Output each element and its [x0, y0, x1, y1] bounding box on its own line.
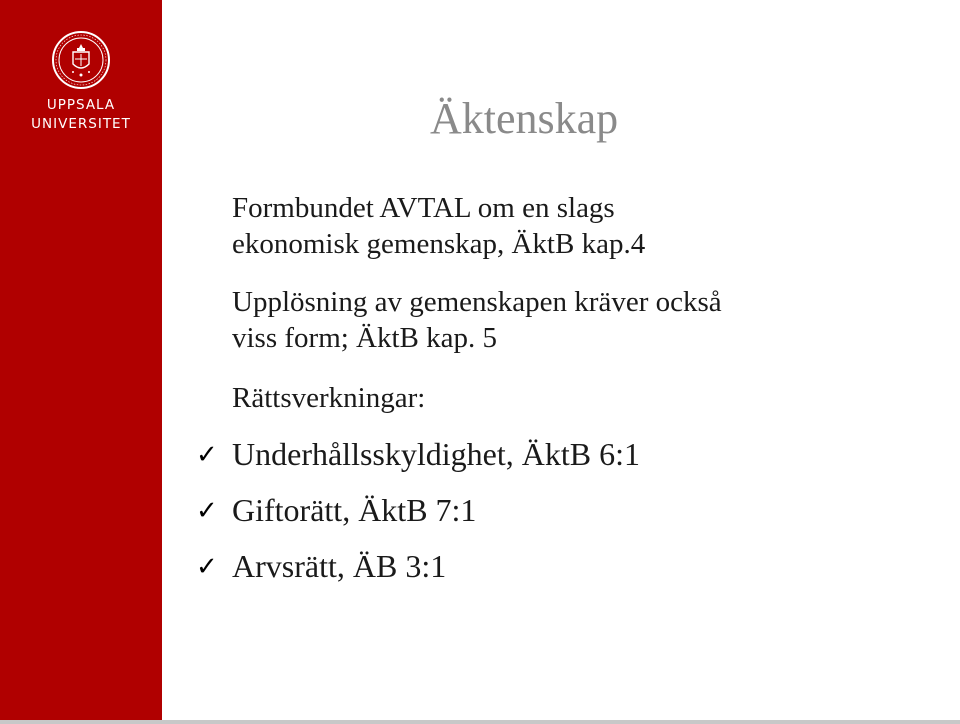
paragraph-3-line1: Rättsverkningar:: [232, 382, 426, 414]
paragraph-1-line2: ekonomisk gemenskap, ÄktB kap.4: [232, 228, 646, 260]
checklist-item: [196, 434, 640, 475]
paragraph-3: [232, 380, 425, 416]
paragraph-1-line1: Formbundet AVTAL om en slags: [232, 192, 615, 224]
checkmark-icon: ✓: [196, 496, 218, 526]
checklist-item: [196, 490, 476, 531]
checklist-item-text: Arvsrätt, ÄB 3:1: [232, 548, 447, 584]
paragraph-2-line2: viss form; ÄktB kap. 5: [232, 322, 498, 354]
bottom-divider: [0, 720, 960, 724]
paragraph-2-line1: Upplösning av gemenskapen kräver också: [232, 286, 722, 318]
university-name-line2: UNIVERSITET: [31, 116, 131, 132]
checklist-item: [196, 546, 446, 587]
checkmark-icon: ✓: [196, 440, 218, 470]
checklist-item-text: Giftorätt, ÄktB 7:1: [232, 492, 477, 528]
checkmark-icon: ✓: [196, 552, 218, 582]
checklist-item-text: Underhållsskyldighet, ÄktB 6:1: [232, 436, 640, 472]
paragraph-2: [232, 284, 722, 356]
university-seal-icon: [51, 30, 111, 90]
brand-sidebar: [0, 0, 162, 724]
university-name-line1: UPPSALA: [46, 97, 116, 113]
paragraph-1: [232, 190, 645, 262]
slide-title: Äktenskap: [430, 94, 619, 143]
